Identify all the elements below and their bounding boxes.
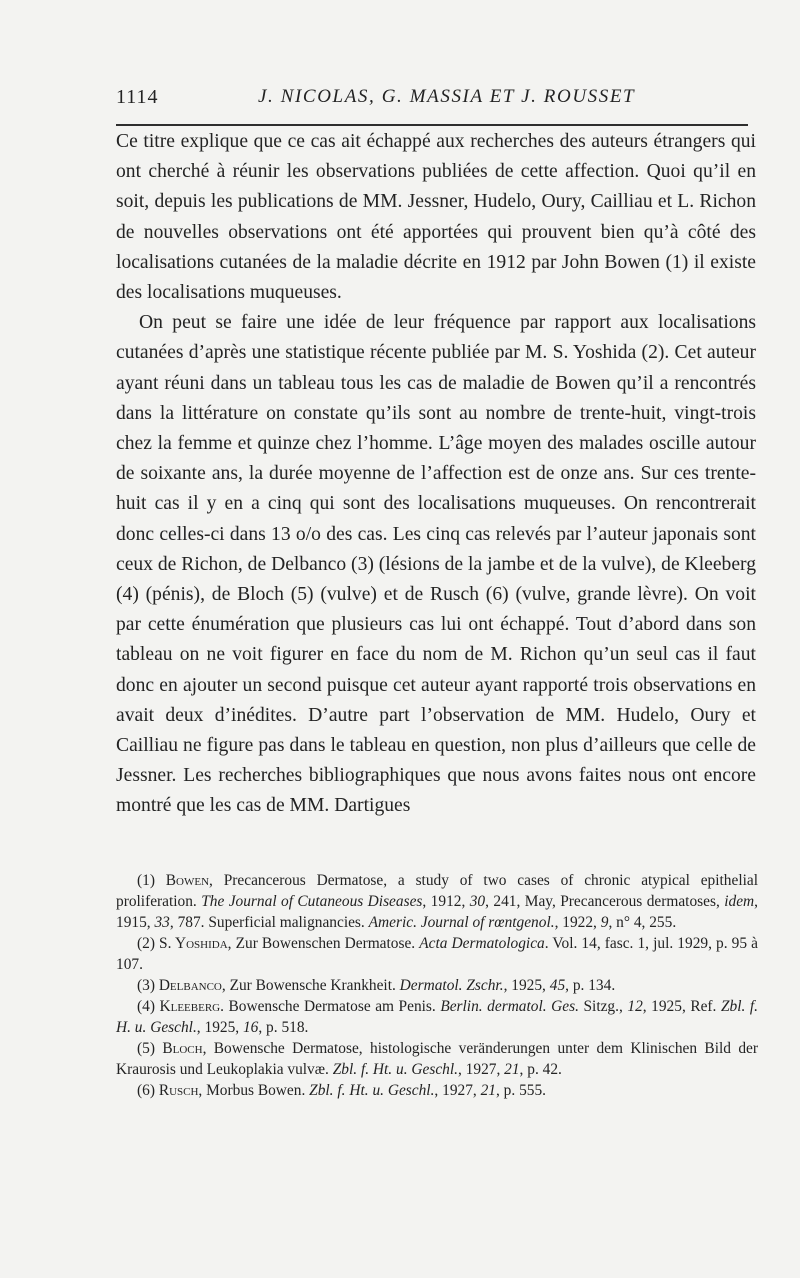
footnote-text: , Precancerous Dermatose, a study of two cases of chronic atypical epithelial proliferation.	[116, 872, 758, 910]
footnotes	[116, 870, 758, 1101]
footnote-text: , Morbus Bowen.	[198, 1082, 310, 1099]
header-rule	[116, 124, 748, 126]
footnote-volume: 45	[549, 977, 566, 994]
footnote-volume: 9	[600, 914, 609, 931]
footnote-4	[116, 996, 758, 1038]
footnote-volume: 12	[627, 998, 643, 1015]
footnote-journal: Zbl. f. H. u. Geschl.	[116, 998, 759, 1036]
body-paragraph: Ce titre explique que ce cas ait échappé aux recherches des auteurs étrangers qui ont cherché à réunir les observations publiées de cette affection. Quoi qu’il en soit, depuis les publications de MM. Jessner, Hudelo, Oury, Cailliau et L. Richon de nouvelles observations ont été apportées qui prouvent bien qu’à côté des localisations cutanées de la maladie décrite en 1912 par John Bowen (1) il existe des localisations muqueuses.	[116, 131, 756, 304]
footnote-text: , p. 134.	[565, 977, 616, 994]
footnote-number: (3)	[137, 977, 155, 994]
footnote-number: (4)	[137, 998, 155, 1015]
footnote-text: , n° 4, 255.	[608, 914, 677, 931]
footnote-text: . Bowensche Dermatose am Penis.	[220, 998, 441, 1015]
footnote-journal: The Journal of Cutaneous Diseases	[201, 893, 423, 910]
footnote-author: Bowen	[165, 872, 210, 889]
footnote-volume: 21	[480, 1082, 496, 1099]
footnote-author: Delbanco	[158, 977, 222, 994]
footnote-volume: 33	[154, 914, 170, 931]
footnote-text: , 1912,	[422, 893, 470, 910]
main-text	[116, 127, 756, 822]
footnote-6	[116, 1080, 758, 1101]
footnote-text: , 1925,	[503, 977, 550, 994]
page-header	[116, 86, 750, 112]
footnote-author: S. Yoshida	[159, 935, 228, 952]
footnote-text: , p. 518.	[258, 1019, 309, 1036]
footnote-number: (6)	[137, 1082, 155, 1099]
footnote-text: , 1927,	[434, 1082, 481, 1099]
body-paragraph: On peut se faire une idée de leur fréquence par rapport aux localisations cutanées d’après une statistique récente publiée par M. S. Yoshida (2). Cet auteur ayant réuni dans un tableau tous les cas de maladie de Bowen qu’il a rencontrés dans la littérature on constate qu’ils sont au nombre de trente-huit, vingt-trois chez la femme et quinze chez l’homme. L’âge moyen des malades oscille autour de soixante ans, la durée moyenne de l’affection est de onze ans. Sur ces trente-huit cas il y en a cinq qui sont des localisations muqueuses. On rencontrerait donc celles-ci dans 13 o/o des cas. Les cinq cas relevés par l’auteur japonais sont ceux de Richon, de Delbanco (3) (lésions de la jambe et de la vulve), de Kleeberg (4) (pénis), de Bloch (5) (vulve) et de Rusch (6) (vulve, grande lèvre). On voit par cette énumération que plusieurs cas lui ont échappé. Tout d’abord dans son tableau on ne voit figurer en face du nom de M. Richon qu’un seul cas il faut donc en ajouter un second puisque cet auteur ayant rapporté trois observations en avait deux d’inédites. D’autre part l’observation de MM. Hudelo, Oury et Cailliau ne figure pas dans le tableau en question, non plus d’ailleurs que celle de Jessner. Les recherches bibliographiques que nous avons faites nous ont encore montré que les cas de MM. Dartigues	[116, 312, 757, 817]
footnote-text: , p. 42.	[519, 1061, 562, 1078]
footnote-text: , Zur Bowensche Krankheit.	[221, 977, 400, 994]
footnote-text: , 241, May, Precancerous dermatoses,	[485, 893, 725, 910]
footnote-text: , 1925,	[196, 1019, 243, 1036]
footnote-author: Bloch	[162, 1040, 203, 1057]
footnote-journal: Acta Dermatologica	[419, 935, 545, 952]
footnote-volume: 16	[242, 1019, 259, 1036]
footnote-1	[116, 870, 758, 933]
footnote-text: , 1927,	[457, 1061, 505, 1078]
footnote-text: . Vol. 14, fasc. 1, jul. 1929, p. 95 à 107.	[116, 935, 758, 973]
footnote-volume: 30	[469, 893, 486, 910]
footnote-3	[116, 975, 758, 996]
footnote-author: Kleeberg	[159, 998, 221, 1015]
footnote-journal: Zbl. f. Ht. u. Geschl.	[309, 1082, 435, 1099]
footnote-2	[116, 933, 758, 975]
footnote-number: (1)	[137, 872, 155, 889]
running-head: J. NICOLAS, G. MASSIA ET J. ROUSSET	[258, 86, 636, 107]
footnote-journal: Berlin. dermatol. Ges.	[440, 998, 579, 1015]
page-number: 1114	[116, 86, 159, 108]
footnote-text: Sitzg.,	[578, 998, 628, 1015]
footnote-text: , Zur Bowenschen Dermatose.	[227, 935, 420, 952]
footnote-text: , 1915,	[116, 893, 758, 931]
footnote-5	[116, 1038, 758, 1080]
footnote-number: (5)	[137, 1040, 155, 1057]
footnote-text: , p. 555.	[495, 1082, 547, 1099]
footnote-number: (2)	[137, 935, 155, 952]
footnote-text: , 1922,	[554, 914, 601, 931]
footnote-text: , 1925, Ref.	[642, 998, 721, 1015]
footnote-journal: Americ. Journal of rœntgenol.	[368, 914, 555, 931]
footnote-volume: 21	[504, 1061, 520, 1078]
footnote-journal: Zbl. f. Ht. u. Geschl.	[332, 1061, 458, 1078]
footnote-idem: idem	[724, 893, 755, 910]
footnote-text: , Bowensche Dermatose, histologische veränderungen unter dem Klinischen Bild der Kraurosis und Leukoplakia vulvæ.	[116, 1040, 758, 1078]
footnote-author: Rusch	[158, 1082, 199, 1099]
footnote-text: , 787. Superficial malignancies.	[169, 914, 369, 931]
footnote-journal: Dermatol. Zschr.	[399, 977, 504, 994]
